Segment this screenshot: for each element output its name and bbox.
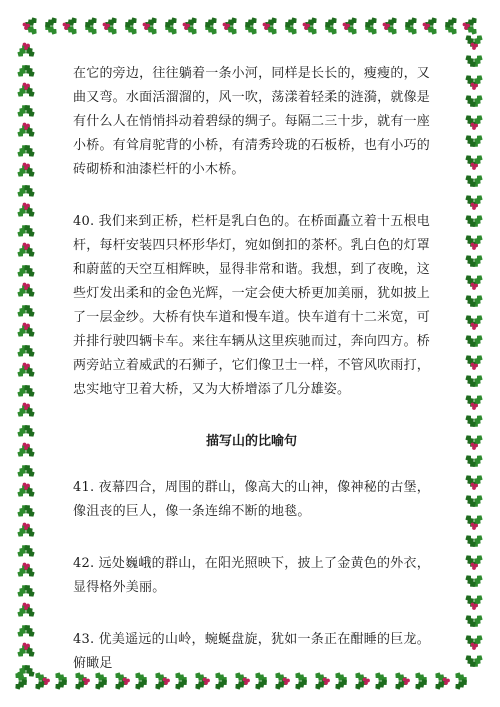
holly-sprig [15, 603, 36, 619]
holly-sprig [463, 393, 484, 410]
holly-sprig [15, 543, 36, 559]
holly-sprig [15, 363, 36, 379]
holly-sprig [463, 533, 484, 549]
holly-sprig [363, 15, 379, 36]
holly-sprig [463, 573, 484, 589]
holly-sprig [463, 653, 484, 669]
holly-sprig [163, 15, 179, 36]
holly-sprig [15, 263, 36, 279]
holly-sprig [463, 253, 484, 269]
holly-sprig [223, 15, 239, 36]
holly-sprig [15, 103, 36, 119]
holly-sprig [343, 15, 359, 36]
holly-sprig [15, 343, 36, 359]
holly-sprig [15, 443, 36, 459]
holly-sprig [15, 283, 36, 299]
holly-sprig [23, 15, 39, 36]
paragraph-43: 43. 优美遥远的山岭，蜿蜒盘旋，犹如一条正在酣睡的巨龙。俯瞰足 [73, 632, 430, 671]
holly-sprig [463, 153, 484, 170]
holly-sprig [463, 273, 484, 290]
paragraph-40: 40. 我们来到正桥，栏杆是乳白色的。在桥面矗立着十五根电杆，每杆安装四只杯形华灯，宛如倒扣的茶杯。乳白色的灯罩和蔚蓝的天空互相辉映，显得非常和谐。我想，到了夜晚，这些灯发出柔和的金色光辉，一定会使大桥更加美丽，犹如披上了一层金纱。大桥有快车道和慢车道。快车道有十二米宽，可并排行驶四辆卡车。来往车辆从这里疾驰而过，奔向四方。桥两旁站立着威武的石狮子，它们像卫士一样，不管风吹雨打，忠实地守卫着大桥，又为大桥增添了几分雄姿。 [73, 214, 430, 397]
holly-sprig [403, 15, 419, 36]
holly-sprig [463, 633, 484, 650]
holly-sprig [463, 15, 479, 36]
holly-sprig [323, 15, 339, 36]
holly-sprig [463, 73, 484, 90]
holly-sprig [243, 15, 259, 36]
holly-sprig [463, 473, 484, 490]
holly-sprig [15, 623, 36, 639]
holly-sprig [463, 93, 484, 109]
holly-sprig [463, 53, 484, 69]
section-heading: 描写山的比喻句 [205, 434, 297, 449]
holly-sprig [15, 463, 36, 479]
holly-sprig [463, 513, 484, 530]
document-body [73, 62, 430, 676]
holly-sprig [463, 593, 484, 610]
holly-sprig [15, 183, 36, 199]
holly-sprig [15, 483, 36, 499]
holly-sprig [463, 453, 484, 469]
holly-sprig [463, 553, 484, 570]
holly-sprig [463, 353, 484, 370]
holly-sprig [443, 15, 459, 36]
holly-sprig [383, 15, 399, 36]
holly-sprig [463, 173, 484, 189]
holly-sprig [53, 670, 69, 691]
holly-sprig [15, 143, 36, 159]
holly-sprig [263, 15, 279, 36]
holly-sprig [15, 323, 36, 339]
holly-sprig [15, 123, 36, 139]
holly-sprig [15, 83, 36, 99]
holly-sprig [143, 15, 159, 36]
holly-sprig [103, 15, 119, 36]
holly-sprig [463, 113, 484, 130]
holly-sprig [15, 203, 36, 219]
holly-sprig [15, 63, 36, 79]
holly-sprig [15, 163, 36, 179]
paragraph-42: 42. 远处巍峨的群山，在阳光照映下，披上了金黄色的外衣，显得格外美丽。 [73, 556, 430, 595]
holly-sprig [15, 223, 36, 239]
holly-sprig [423, 15, 439, 36]
holly-sprig [15, 643, 36, 659]
holly-sprig [15, 43, 36, 59]
holly-sprig [183, 15, 199, 36]
holly-sprig [463, 313, 484, 330]
holly-sprig [453, 670, 469, 691]
holly-sprig [303, 15, 319, 36]
holly-sprig [463, 613, 484, 629]
holly-sprig [463, 33, 484, 50]
holly-sprig [463, 133, 484, 149]
paragraph-river: 在它的旁边，往往躺着一条小河，同样是长长的，瘦瘦的，又曲又弯。水面活溜溜的，风一吹，荡漾着轻柔的涟漪，就像是有什么人在悄悄抖动着碧绿的绸子。每隔二三十步，就有一座小桥。有耸肩驼背的小桥，有清秀玲珑的石板桥，也有小巧的砖砌桥和油漆栏杆的小木桥。 [73, 66, 430, 177]
paragraph-41: 41. 夜幕四合，周围的群山，像高大的山神，像神秘的古堡，像沮丧的巨人，像一条连绵不断的地毯。 [73, 480, 430, 519]
holly-sprig [15, 403, 36, 419]
holly-sprig [463, 333, 484, 349]
holly-sprig [15, 423, 36, 439]
holly-sprig [463, 413, 484, 429]
holly-sprig [463, 233, 484, 250]
holly-sprig [463, 293, 484, 309]
holly-sprig [15, 383, 36, 399]
holly-sprig [203, 15, 219, 36]
holly-sprig [83, 15, 99, 36]
holly-sprig [15, 563, 36, 579]
holly-sprig [15, 303, 36, 319]
holly-sprig [33, 670, 50, 691]
holly-sprig [463, 213, 484, 229]
holly-sprig [15, 523, 36, 539]
holly-sprig [63, 15, 79, 36]
holly-sprig [15, 583, 36, 599]
holly-sprig [463, 493, 484, 509]
holly-sprig [463, 193, 484, 210]
holly-sprig [15, 503, 36, 519]
holly-sprig [283, 15, 299, 36]
holly-sprig [463, 373, 484, 389]
holly-sprig [15, 243, 36, 259]
holly-sprig [123, 15, 139, 36]
holly-sprig [43, 15, 59, 36]
holly-sprig [433, 670, 450, 691]
holly-sprig [463, 433, 484, 450]
